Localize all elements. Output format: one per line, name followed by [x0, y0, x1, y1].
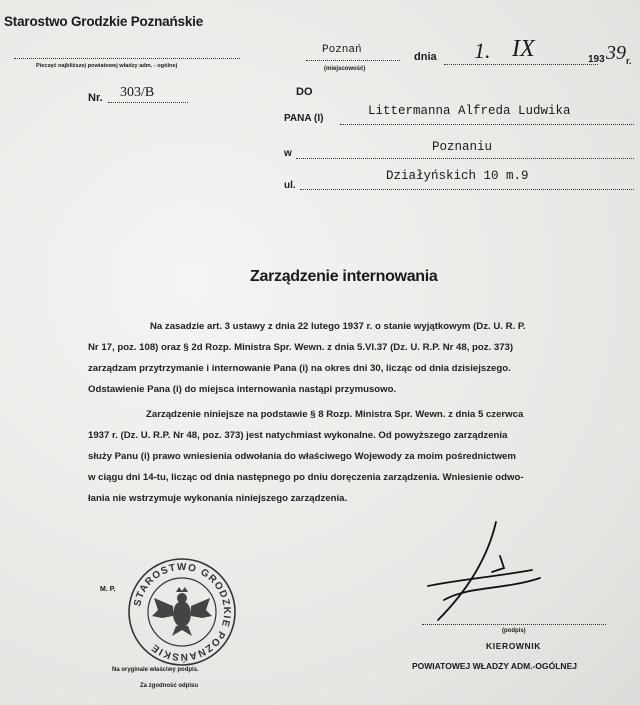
date-month: IX	[512, 36, 535, 62]
street-dotted-line	[300, 189, 634, 190]
body-line: w ciągu dni 14-tu, licząc od dnia następnego po dniu doręczenia zarządzenia. Wniesienie odwo-	[88, 472, 524, 483]
day-label: dnia	[414, 51, 437, 63]
office-caption: Pieczęć najbliższej powiatowej władzy adm. - ogólnej	[36, 63, 178, 69]
body-line: służy Panu (i) prawo wniesienia odwołania do właściwego Wojewody za moim pośrednictwem	[88, 451, 516, 462]
date-dotted-line	[444, 64, 598, 65]
body-line: Zarządzenie niniejsze na podstawie § 8 Rozp. Ministra Spr. Wewn. z dnia 5 czerwca	[146, 409, 524, 420]
eagle-emblem-icon	[152, 587, 212, 636]
year-suffix: r.	[626, 56, 632, 66]
place-value: Poznań	[322, 44, 362, 56]
body-line: zarządzam przytrzymanie i internowanie Pana (i) na okres dni 30, licząc od dnia dzisiejszego.	[88, 363, 511, 374]
year-prefix: 193	[588, 54, 605, 65]
paragraph-1	[88, 316, 636, 400]
body-line: Odstawienie Pana (i) do miejsca internowania nastąpi przymusowo.	[88, 384, 397, 395]
name-dotted-line	[340, 124, 634, 125]
mp-label: M. P.	[100, 586, 116, 593]
original-note-1: Na oryginale właściwy podpis.	[112, 667, 199, 673]
do-label: DO	[296, 86, 313, 98]
paragraph-2	[88, 404, 636, 509]
pana-label: PANA (I)	[284, 113, 324, 124]
signature-dotted-line	[422, 624, 606, 625]
official-seal	[126, 556, 238, 668]
podpis-caption: (podpis)	[502, 628, 526, 634]
signatory-title: KIEROWNIK	[486, 641, 541, 651]
body-line: 1937 r. (Dz. U. R.P. Nr 48, poz. 373) jest natychmiast wykonalne. Od powyższego zarządzenia	[88, 430, 508, 441]
city-dotted-line	[296, 158, 634, 159]
date-day: 1.	[474, 38, 491, 63]
date-year: 39	[606, 42, 626, 64]
seal-text: STAROSTWO GRODZKIE POZNAŃSKIE	[132, 561, 233, 663]
place-caption: (miejscowość)	[324, 66, 366, 72]
original-note-2: Za zgodność odpisu	[140, 683, 198, 689]
nr-dotted-line	[108, 102, 188, 103]
w-label: w	[284, 148, 292, 159]
addressee-city: Poznaniu	[432, 140, 493, 154]
nr-label: Nr.	[88, 92, 103, 104]
document-title: Zarządzenie internowania	[250, 268, 438, 285]
office-header: Starostwo Grodzkie Poznańskie	[4, 14, 204, 29]
ul-label: ul.	[284, 180, 296, 191]
office-dotted-line	[14, 58, 240, 59]
addressee-street: Działyńskich 10 m.9	[386, 169, 529, 183]
nr-value: 303/B	[120, 85, 155, 100]
body-line: Na zasadzie art. 3 ustawy z dnia 22 lutego 1937 r. o stanie wyjątkowym (Dz. U. R. P.	[150, 321, 526, 332]
body-line: Nr 17, poz. 108) oraz § 2d Rozp. Ministra Spr. Wewn. z dnia 5.VI.37 (Dz. U. R.P. Nr 48, poz. 373)	[88, 342, 514, 353]
signatory-org: POWIATOWEJ WŁADZY ADM.-OGÓLNEJ	[412, 661, 577, 671]
place-dotted-line	[306, 60, 400, 61]
addressee-name: Littermanna Alfreda Ludwika	[368, 104, 571, 118]
body-line: łania nie wstrzymuje wykonania niniejszego zarządzenia.	[88, 493, 348, 504]
handwritten-signature	[408, 516, 558, 636]
